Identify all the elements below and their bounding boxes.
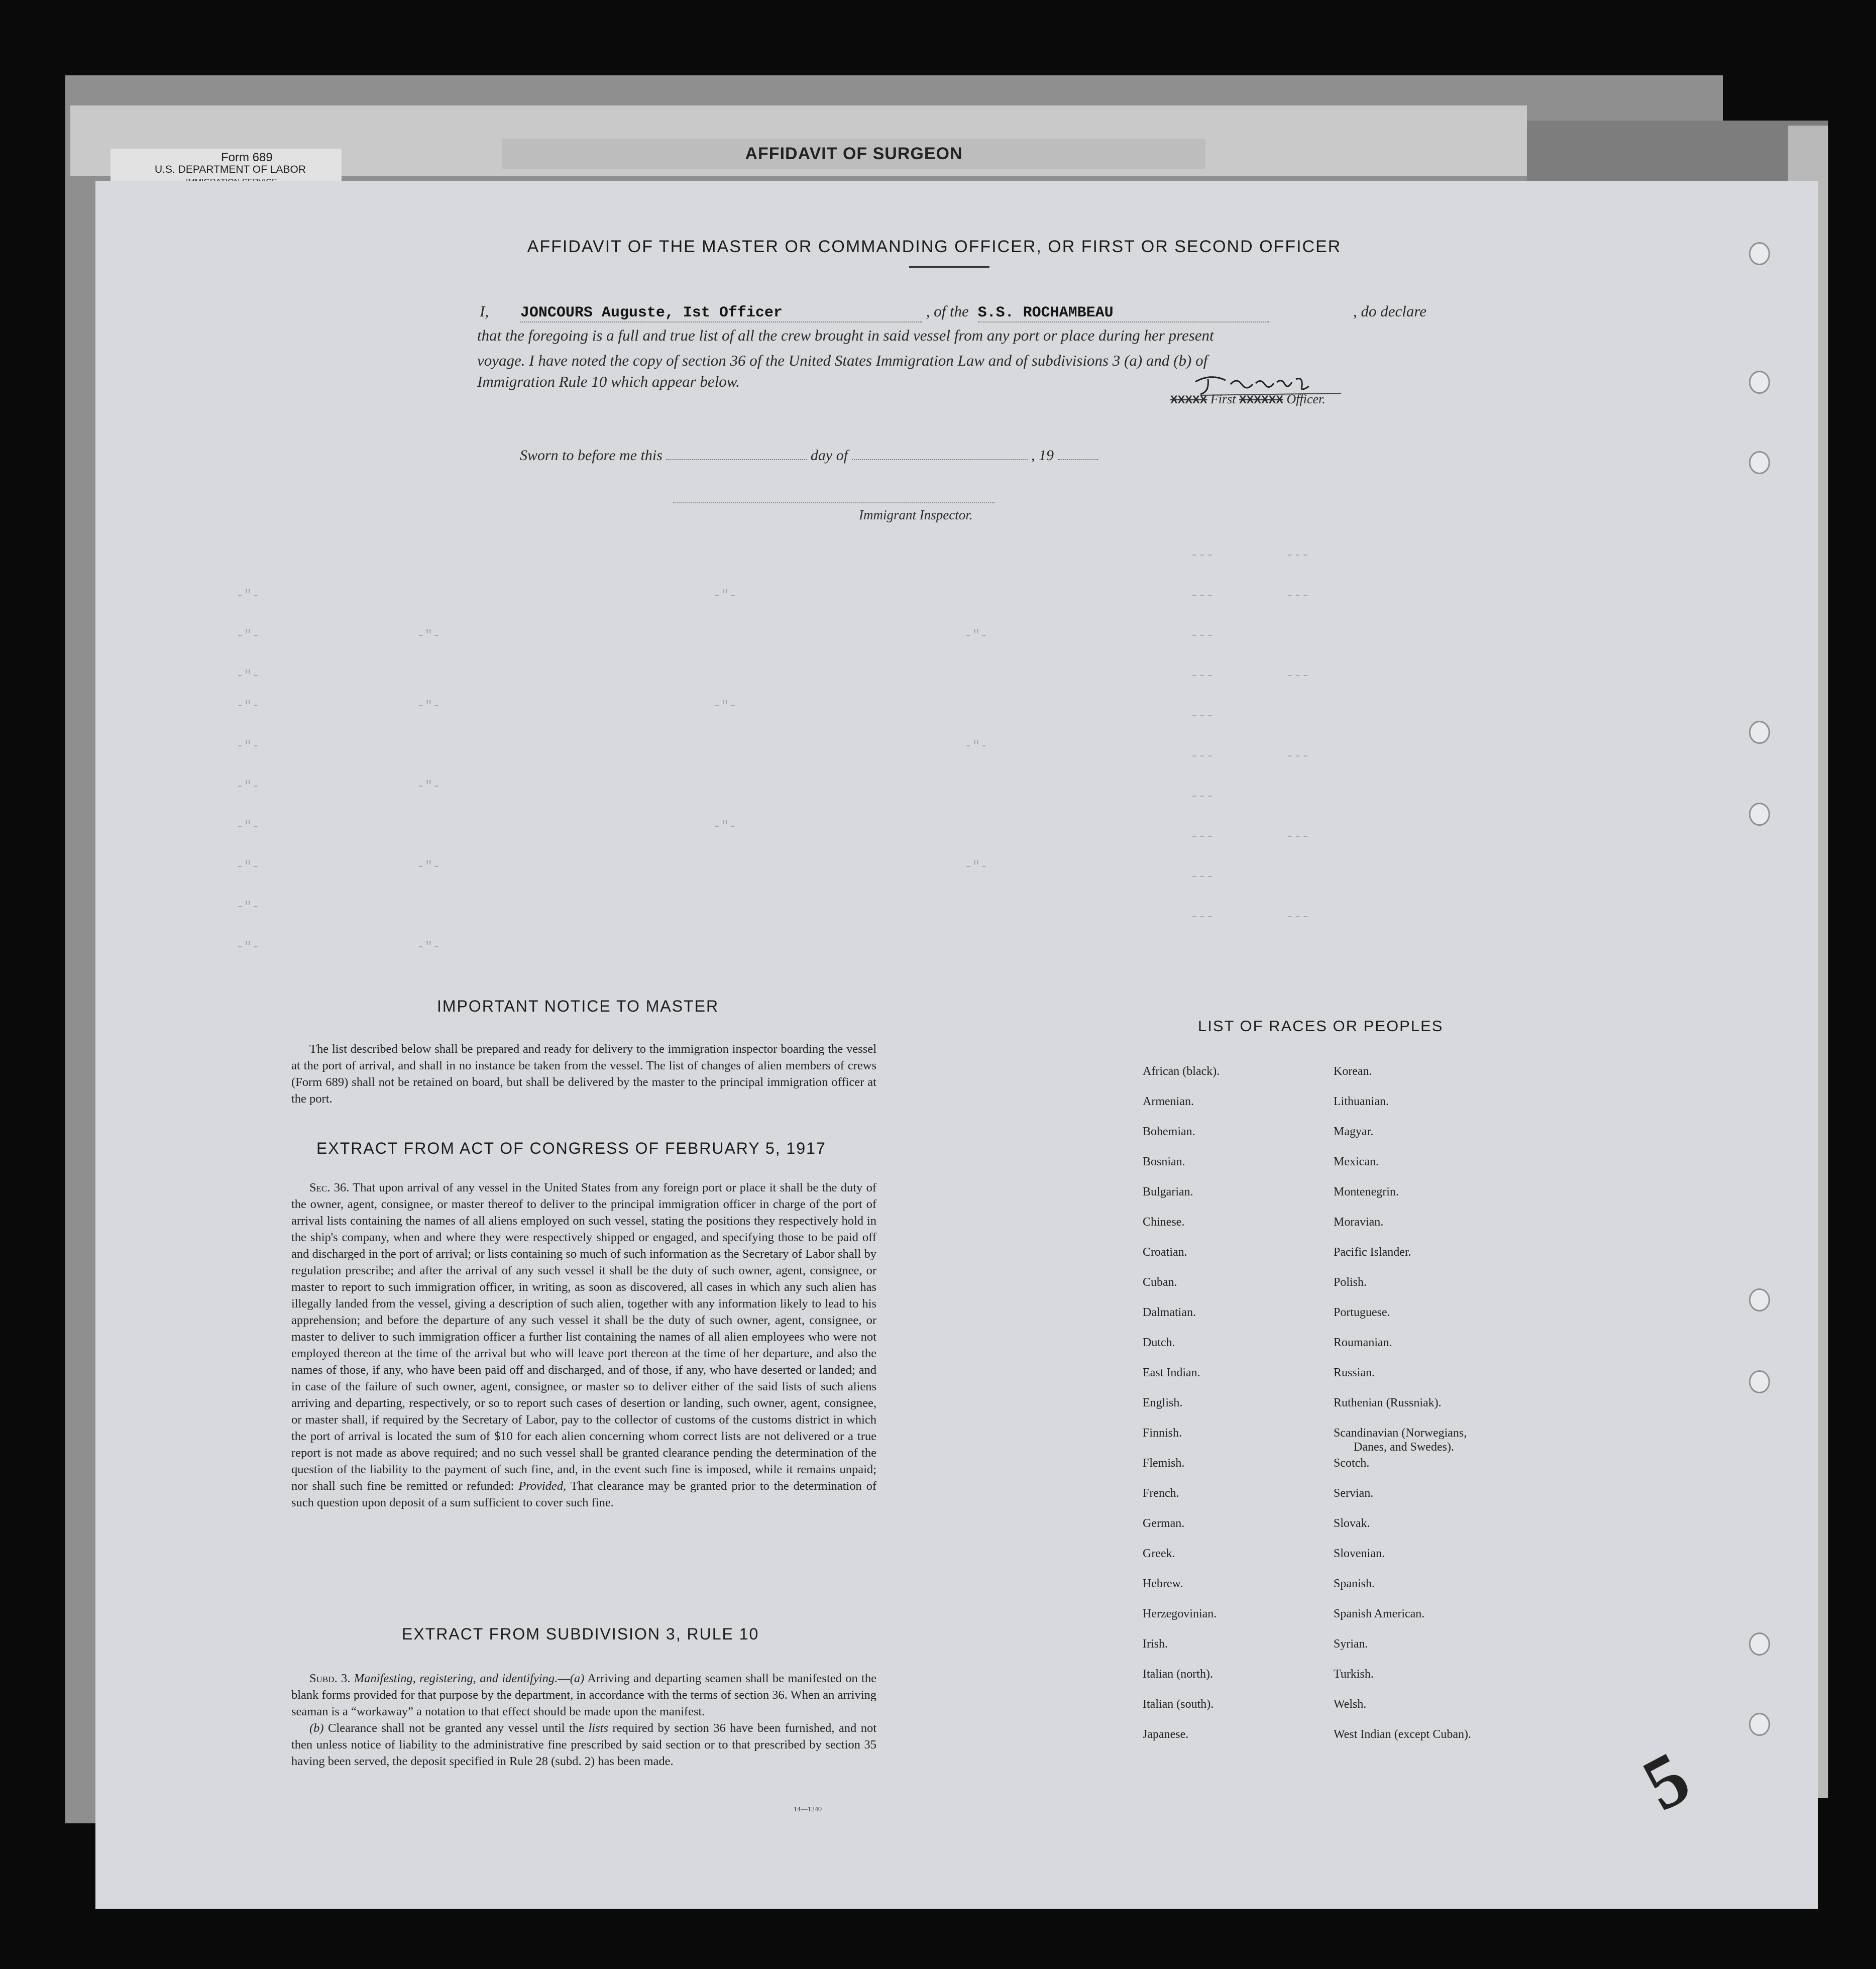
- clause-b-text-1: Clearance shall not be granted any vessel until the: [328, 1721, 584, 1735]
- declaration-line-3: voyage. I have noted the copy of section 36 of the United States Immigration Law and of subdivisions 3 (a) and (b) of: [477, 352, 1208, 369]
- sworn-label: Sworn to before me this: [520, 447, 663, 464]
- race-item: Moravian.: [1334, 1216, 1384, 1229]
- race-item: Roumanian.: [1334, 1336, 1392, 1349]
- declaration-line-1: [480, 302, 1426, 322]
- race-item: Croatian.: [1143, 1246, 1187, 1259]
- race-item: Hebrew.: [1143, 1577, 1183, 1590]
- race-item: Armenian.: [1143, 1095, 1194, 1108]
- binder-hole: [1749, 242, 1770, 265]
- notice-text: [291, 1041, 876, 1107]
- surgeon-tab-title: AFFIDAVIT OF SURGEON: [745, 144, 963, 163]
- race-item: Cuban.: [1143, 1276, 1177, 1289]
- race-item: Bohemian.: [1143, 1125, 1195, 1138]
- race-item: Slovak.: [1334, 1517, 1370, 1530]
- binder-hole: [1749, 1288, 1770, 1311]
- race-item: Bosnian.: [1143, 1155, 1185, 1168]
- race-item: English.: [1143, 1396, 1183, 1409]
- race-item: Bulgarian.: [1143, 1185, 1193, 1198]
- section-36-text-end: That clearance may be granted prior to the determination of such question upon deposit of a sum sufficient to cover such fine.: [291, 1479, 877, 1509]
- clause-a-label: (a): [570, 1672, 585, 1685]
- rule-heading: EXTRACT FROM SUBDIVISION 3, RULE 10: [402, 1625, 759, 1643]
- binder-hole: [1749, 1370, 1770, 1393]
- inspector-signature-line: [673, 502, 995, 503]
- race-item: Lithuanian.: [1334, 1095, 1389, 1108]
- race-item: Portuguese.: [1334, 1306, 1390, 1319]
- race-item: West Indian (except Cuban).: [1334, 1728, 1471, 1741]
- declaration-line-2: that the foregoing is a full and true list of all the crew brought in said vessel from any port or place during her present: [477, 326, 1214, 344]
- struck-text-1: XXXXX: [1170, 393, 1207, 406]
- day-of-label: day of: [810, 447, 848, 464]
- print-code: 14—1240: [794, 1806, 822, 1813]
- race-item: Irish.: [1143, 1637, 1168, 1651]
- race-item: Polish.: [1334, 1276, 1367, 1289]
- race-item: German.: [1143, 1517, 1185, 1530]
- officer-name-field: JONCOURS Auguste, Ist Officer: [520, 304, 922, 322]
- vessel-name-field: S.S. ROCHAMBEAU: [978, 304, 1269, 322]
- act-heading: EXTRACT FROM ACT OF CONGRESS OF FEBRUARY 5, 1917: [316, 1139, 826, 1157]
- affidavit-title: AFFIDAVIT OF THE MASTER OR COMMANDING OFFICER, OR FIRST OR SECOND OFFICER: [527, 237, 1342, 256]
- declaration-line-4: Immigration Rule 10 which appear below.: [477, 373, 740, 390]
- binder-hole: [1749, 721, 1770, 744]
- race-item: Herzegovinian.: [1143, 1607, 1217, 1620]
- race-item: Italian (south).: [1143, 1698, 1214, 1711]
- binder-hole: [1749, 1713, 1770, 1736]
- race-item: African (black).: [1143, 1065, 1220, 1078]
- officer-title-line: [1170, 392, 1326, 407]
- binder-hole: [1749, 1632, 1770, 1656]
- notice-heading: IMPORTANT NOTICE TO MASTER: [437, 997, 719, 1015]
- act-text: [291, 1179, 876, 1511]
- officer-label: Officer.: [1286, 392, 1326, 406]
- first-label: First: [1210, 392, 1236, 406]
- clause-b-lists: lists: [588, 1721, 608, 1735]
- surgeon-affidavit-tab: [502, 139, 1205, 169]
- clause-b-text-2: required by section 36 have been furnished, and not then unless notice of liability to the administrative fine prescribed by said section or to that prescribed by section 35 having been served, the deposit specified in Rule 28 (subd. 2) has been made.: [291, 1721, 877, 1768]
- year-label: , 19: [1031, 447, 1054, 464]
- race-item: Russian.: [1334, 1366, 1375, 1379]
- race-item: Flemish.: [1143, 1457, 1185, 1470]
- form-number: Form 689: [221, 151, 273, 164]
- race-item: Greek.: [1143, 1547, 1175, 1560]
- declaration-i: I,: [480, 302, 489, 320]
- race-item: Spanish.: [1334, 1577, 1375, 1590]
- race-item: Slovenian.: [1334, 1547, 1385, 1560]
- subdivision-label: Subd. 3.: [309, 1672, 351, 1685]
- struck-text-2: XXXXXX: [1239, 393, 1283, 406]
- binder-hole: [1749, 803, 1770, 826]
- department-name: U.S. DEPARTMENT OF LABOR: [155, 164, 306, 175]
- race-item: Finnish.: [1143, 1427, 1182, 1440]
- race-item: Japanese.: [1143, 1728, 1189, 1741]
- race-item: Welsh.: [1334, 1698, 1367, 1711]
- race-item: East Indian.: [1143, 1366, 1200, 1379]
- race-item: Ruthenian (Russniak).: [1334, 1396, 1442, 1409]
- race-item: Mexican.: [1334, 1155, 1379, 1168]
- race-item: Scandinavian (Norwegians,: [1334, 1427, 1467, 1440]
- rule-text: Subd. 3. Manifesting, registering, and identifying.—(a) Arriving and departing seamen shall be manifested on the blank forms provided for that purpose by the department, in accordance with the terms of section 36. When an arriving seaman is a “workaway” a notation to that effect should be made upon the manifest. (b) Clearance shall not be granted any vessel until the lists required by section 36 have been furnished, and not then unless notice of liability to the administrative fine prescribed by said section or to that prescribed by section 35 having been served, the deposit specified in Rule 28 (subd. 2) has been made.: [291, 1672, 877, 1768]
- race-item: Pacific Islander.: [1334, 1246, 1411, 1259]
- race-item: Danes, and Swedes).: [1354, 1441, 1454, 1454]
- race-item: Turkish.: [1334, 1668, 1374, 1681]
- race-item: Italian (north).: [1143, 1668, 1213, 1681]
- race-item: Spanish American.: [1334, 1607, 1425, 1620]
- race-item: Chinese.: [1143, 1216, 1185, 1229]
- race-item: Dalmatian.: [1143, 1306, 1196, 1319]
- races-heading: LIST OF RACES OR PEOPLES: [1198, 1017, 1444, 1035]
- races-left-column: [1143, 1065, 1293, 1758]
- race-item: Servian.: [1334, 1487, 1374, 1500]
- race-item: Korean.: [1334, 1065, 1372, 1078]
- race-item: Syrian.: [1334, 1637, 1368, 1651]
- notice-paragraph: The list described below shall be prepared and ready for delivery to the immigration inspector boarding the vessel at the port of arrival, and shall in no instance be taken from the vessel. The list of changes of alien members of crews (Form 689) shall not be retained on board, but shall be delivered by the master to the principal immigration officer at the port.: [291, 1042, 876, 1106]
- race-item: Scotch.: [1334, 1457, 1370, 1470]
- ghost-table-marks: -"- -"- -"- -"- -"- -"- -"- -"- -"- -"- -"- -"- -"- -"- -"- -"- -"- -"- -"- -"- -"- --- --- --- --- --- --- --- --- --- --- --- --- --- --- --- ---: [236, 548, 1309, 954]
- race-item: Montenegrin.: [1334, 1185, 1399, 1198]
- of-the-label: , of the: [926, 302, 969, 320]
- sworn-line: [520, 447, 1098, 464]
- inspector-label: Immigrant Inspector.: [859, 507, 973, 522]
- race-item: French.: [1143, 1487, 1179, 1500]
- race-item: Dutch.: [1143, 1336, 1175, 1349]
- page-mark: 5: [1630, 1735, 1703, 1827]
- section-36-text: That upon arrival of any vessel in the United States from any foreign port or place it shall be the duty of the owner, agent, consignee, or master thereof to deliver to the principal immigration officer in charge of the port of arrival lists containing the names of all aliens employed on such vessel, stating the positions they respectively hold in the ship's company, when and where they were respectively shipped or engaged, and specifying those to be paid off and discharged in the port of arrival; or lists containing so much of such information as the Secretary of Labor shall by regulation prescribe; and after the arrival of any such vessel it shall be the duty of such owner, agent, consignee, or master to report to such immigration officer, in writing, as soon as discovered, all cases in which any such alien has illegally landed from the vessel, giving a description of such alien, together with any information likely to lead to his apprehension; and before the departure of any such vessel it shall be the duty of such owner, agent, consignee, or master to deliver to such immigration officer a further list containing the names of all alien employees who were not employed thereon at the time of the arrival but who will leave port thereon at the time of her departure, and also the names of those, if any, who have been paid off and discharged, and of those, if any, who have deserted or landed; and in case of the failure of such owner, agent, consignee, or master so to deliver either of the said lists of such aliens arriving and departing, respectively, or so to report such cases of desertion or landing, such owner, agent, consignee, or master shall, if required by the Secretary of Labor, pay to the collector of customs of the customs district in which the port of arrival is located the sum of $10 for each alien concerning whom correct lists are not delivered or a true report is not made as above required; and no such vessel shall be granted clearance pending the determination of the question of the liability to the payment of such fine, and, in the event such fine is imposed, while it remains unpaid; nor shall such fine be remitted or refunded:: [291, 1181, 876, 1493]
- subdivision-title: Manifesting, registering, and identifying.: [354, 1672, 558, 1685]
- clause-a-text: Arriving and departing seamen shall be manifested on the blank forms provided for that purpose by the department, in accordance with the terms of section 36. When an arriving seaman is a “workaway” a notation to that effect should be made upon the manifest.: [291, 1672, 876, 1718]
- do-declare-label: , do declare: [1353, 302, 1426, 320]
- binder-hole: [1749, 451, 1770, 474]
- section-label: Sec. 36.: [309, 1181, 350, 1194]
- binder-hole: [1749, 371, 1770, 394]
- title-underline: [909, 266, 989, 268]
- race-item: Magyar.: [1334, 1125, 1374, 1138]
- races-right-column: [1334, 1065, 1555, 1758]
- provided-label: Provided,: [518, 1479, 567, 1493]
- clause-b-label: (b): [309, 1721, 324, 1735]
